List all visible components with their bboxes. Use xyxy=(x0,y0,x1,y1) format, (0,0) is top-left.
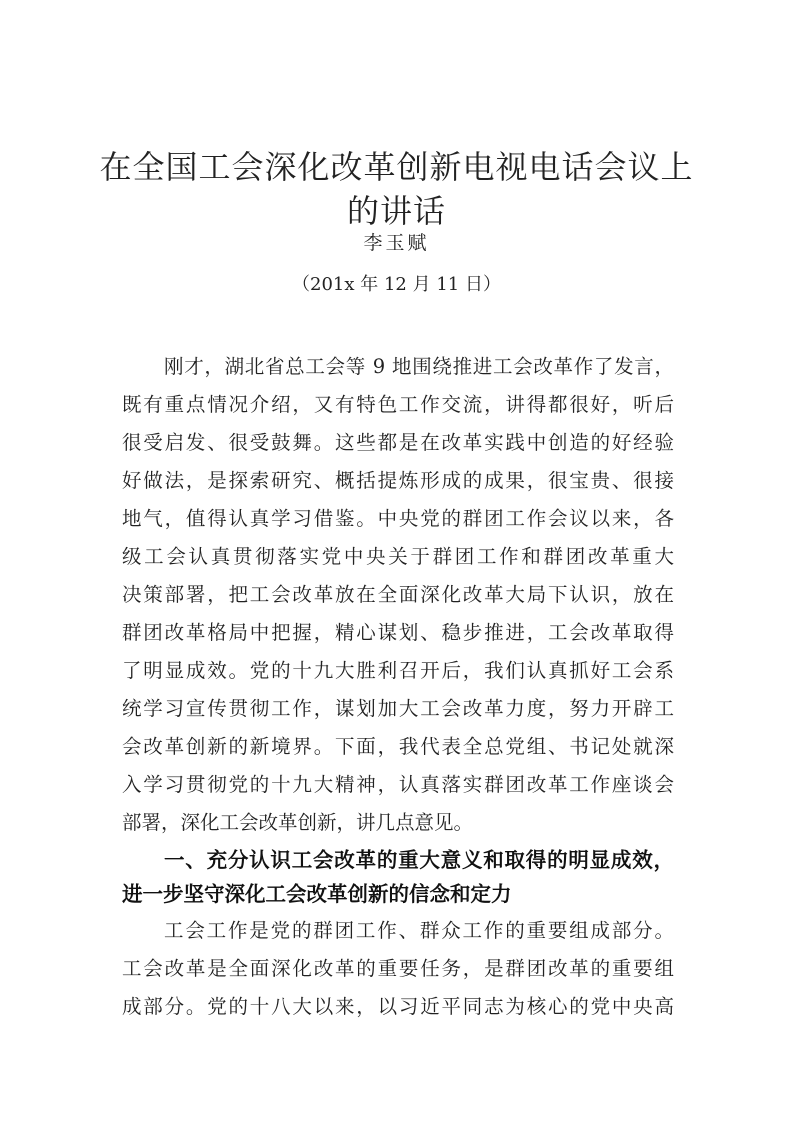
paragraph-1-line: 统学习宣传贯彻工作，谋划加大工会改革力度，努力开辟工 xyxy=(122,697,674,720)
paragraph-1-line: 好做法，是探索研究、概括提炼形成的成果，很宝贵、很接 xyxy=(122,469,674,492)
paragraph-1-line: 既有重点情况介绍，又有特色工作交流，讲得都很好，听后 xyxy=(122,393,674,416)
paragraph-2-line: 工会改革是全面深化改革的重要任务，是群团改革的重要组 xyxy=(122,957,674,980)
speech-date: （201x 年 12 月 11 日） xyxy=(292,274,501,295)
paragraph-1-line: 决策部署，把工会改革放在全面深化改革大局下认识，放在 xyxy=(122,583,674,606)
paragraph-1-line: 入学习贯彻党的十九大精神，认真落实群团改革工作座谈会 xyxy=(122,773,674,796)
paragraph-1-line: 群团改革格局中把握，精心谋划、稳步推进，工会改革取得 xyxy=(122,621,674,644)
document-title-line-1: 在全国工会深化改革创新电视电话会议上 xyxy=(99,148,694,186)
paragraph-1-line: 了明显成效。党的十九大胜利召开后，我们认真抓好工会系 xyxy=(122,659,674,682)
paragraph-1-line: 级工会认真贯彻落实党中央关于群团工作和群团改革重大 xyxy=(122,545,674,568)
paragraph-1-line: 刚才，湖北省总工会等 9 地围绕推进工会改革作了发言， xyxy=(164,355,674,378)
paragraph-1-line: 地气，值得认真学习借鉴。中央党的群团工作会议以来，各 xyxy=(122,507,674,530)
paragraph-2-line: 成部分。党的十八大以来，以习近平同志为核心的党中央高 xyxy=(122,995,674,1018)
paragraph-1-line: 会改革创新的新境界。下面，我代表全总党组、书记处就深 xyxy=(122,735,674,758)
document-title-line-2: 的讲话 xyxy=(346,192,446,230)
author-name: 李玉赋 xyxy=(363,232,430,254)
section-heading-line: 进一步坚守深化工会改革创新的信念和定力 xyxy=(122,882,512,906)
section-heading-line: 一、充分认识工会改革的重大意义和取得的明显成效， xyxy=(164,848,674,872)
paragraph-1-line: 很受启发、很受鼓舞。这些都是在改革实践中创造的好经验 xyxy=(122,431,674,454)
paragraph-2-line: 工会工作是党的群团工作、群众工作的重要组成部分。 xyxy=(164,919,674,942)
paragraph-1-line: 部署，深化工会改革创新，讲几点意见。 xyxy=(122,811,474,834)
